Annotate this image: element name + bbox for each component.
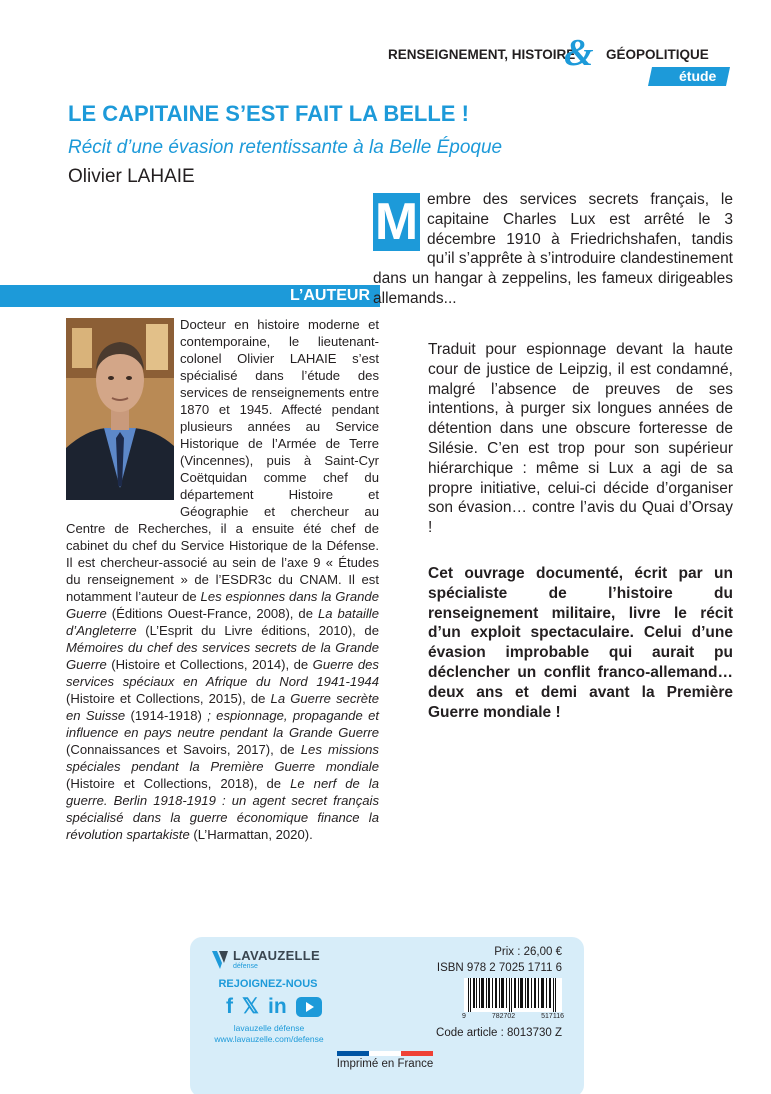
barcode-right: 517116 <box>541 1013 564 1020</box>
bio-pub-3: (Histoire et Collections, 2014), de <box>106 657 313 672</box>
barcode <box>464 978 562 1012</box>
bio-text-1: Docteur en histoire moderne et contemporaine, le lieutenant-colonel Olivier LAHAIE s’est spécialisé dans l’étude des services de renseignements entre 1870 et 1945. Affecté pendant plusieurs années au Service Historique de l’Armée de Terre (Vincennes), puis à Saint-Cyr Coëtquidan comme chef du département Histoire et Géographie et chercheur au Centre de Recherches, il a ensuite été chef de cabinet du chef du Service Historique de la Défense. Il est chercheur-associé au sein de l’axe 9 « Études du renseignement » de l’ESDR3c du CNAM. Il est notamment l’auteur de <box>66 317 379 604</box>
site-url[interactable]: www.lavauzelle.com/defense <box>214 1034 324 1044</box>
bio-work-1: Les espionnes dans la Grande Guerre <box>66 589 379 621</box>
summary-paragraph-3: Cet ouvrage documenté, écrit par un spécialiste de l’histoire du renseignement militaire, livre le récit d’un exploit spectaculaire. Celui d’une évasion improbable qui aurait pu déclencher un conflit franco-allemand… deux ans et demi avant la Première Guerre mondiale ! <box>428 565 733 721</box>
flag-red <box>401 1051 433 1056</box>
join-us-label: REJOIGNEZ-NOUS <box>218 978 318 990</box>
publisher-sub: défense <box>233 963 258 970</box>
barcode-lead: 9 <box>462 1013 466 1020</box>
isbn: ISBN 978 2 7025 1711 6 <box>436 962 562 974</box>
bio-pub-2: (L’Esprit du Livre éditions, 2010), de <box>136 623 379 638</box>
auteur-label: L’AUTEUR <box>290 287 370 304</box>
series-header <box>388 32 718 90</box>
series-right: GÉOPOLITIQUE <box>606 47 709 62</box>
photo-spacer <box>66 316 180 510</box>
flag-blue <box>337 1051 369 1056</box>
book-title: LE CAPITAINE S’EST FAIT LA BELLE ! <box>68 101 469 126</box>
bio-pub-5: (1914-1918) <box>125 708 208 723</box>
publisher-logo <box>210 948 340 972</box>
flag-white <box>369 1051 401 1056</box>
bio-work-7: Les missions spéciales pendant la Première Guerre mondiale <box>66 742 379 774</box>
summary-intro <box>373 190 733 309</box>
collection-badge <box>648 67 730 86</box>
linkedin-icon[interactable]: in <box>268 995 287 1018</box>
social-links <box>226 995 326 1019</box>
printed-in-label: Imprimé en France <box>336 1058 434 1070</box>
french-flag <box>337 1051 433 1056</box>
bio-work-6: ; espionnage, propagande et influence en pays neutre pendant la Grande Guerre <box>66 708 379 740</box>
bio-pub-4: (Histoire et Collections, 2015), de <box>66 691 271 706</box>
bio-work-8: Le nerf de la guerre. Berlin 1918-1919 : un agent secret français spécialisé dans la guerre économique finance la révolution spartakiste <box>66 776 380 842</box>
publisher-name: LAVAUZELLE <box>233 948 321 963</box>
barcode-bars <box>464 978 562 1012</box>
bio-pub-8: (L’Harmattan, 2020). <box>189 827 313 842</box>
bio-pub-7: (Histoire et Collections, 2018), de <box>66 776 291 791</box>
collection-label: étude <box>678 68 716 84</box>
facebook-icon[interactable]: f <box>226 995 233 1018</box>
series-ampersand: & <box>564 32 594 74</box>
book-author: Olivier LAHAIE <box>68 166 195 187</box>
barcode-digits <box>462 1013 564 1020</box>
bio-work-3: Mémoires du chef des services secrets de la Grande Guerre <box>66 640 379 672</box>
youtube-icon[interactable] <box>296 997 322 1017</box>
x-twitter-icon[interactable]: 𝕏 <box>242 995 259 1018</box>
auteur-band <box>0 285 380 307</box>
bio-pub-1: (Éditions Ouest-France, 2008), de <box>106 606 318 621</box>
site-label-1[interactable]: lavauzelle défense <box>233 1023 305 1033</box>
barcode-left: 782702 <box>491 1013 516 1020</box>
series-left: RENSEIGNEMENT, HISTOIRE <box>388 47 576 62</box>
bio-pub-6: (Connaissances et Savoirs, 2017), de <box>66 742 301 757</box>
author-bio <box>66 316 379 843</box>
summary-paragraph-2: Traduit pour espionnage devant la haute cour de justice de Leipzig, il est condamné, malgré l’absence de preuves de ses intentions, à purger six longues années de détention dans une obscure forteresse de Silésie. C’en est trop pour son supérieur hiérarchique : même si Lux a agi de sa propre initiative, celui-ci décide d’organiser son évasion… contre l’avis du Quai d’Orsay ! <box>428 341 733 537</box>
price: Prix : 26,00 € <box>494 946 562 958</box>
summary-intro-text: embre des services secrets français, le capitaine Charles Lux est arrêté le 3 décembre 1910 à Friedrichshafen, tandis qu’il s’apprête à s’introduire clandestinement dans un hangar à zeppelins, les fameux dirigeables allemands... <box>373 191 733 307</box>
bio-work-2: La bataille d’Angleterre <box>66 606 379 638</box>
publisher-logo-icon <box>210 949 230 971</box>
bio-work-4: Guerre des services spéciaux en Afrique du Nord 1941-1944 <box>66 657 379 689</box>
code-article: Code article : 8013730 Z <box>436 1027 562 1039</box>
book-subtitle: Récit d’une évasion retentissante à la Belle Époque <box>68 137 503 158</box>
bio-work-5: La Guerre secrète en Suisse <box>66 691 380 723</box>
dropcap-letter: M <box>374 193 419 251</box>
